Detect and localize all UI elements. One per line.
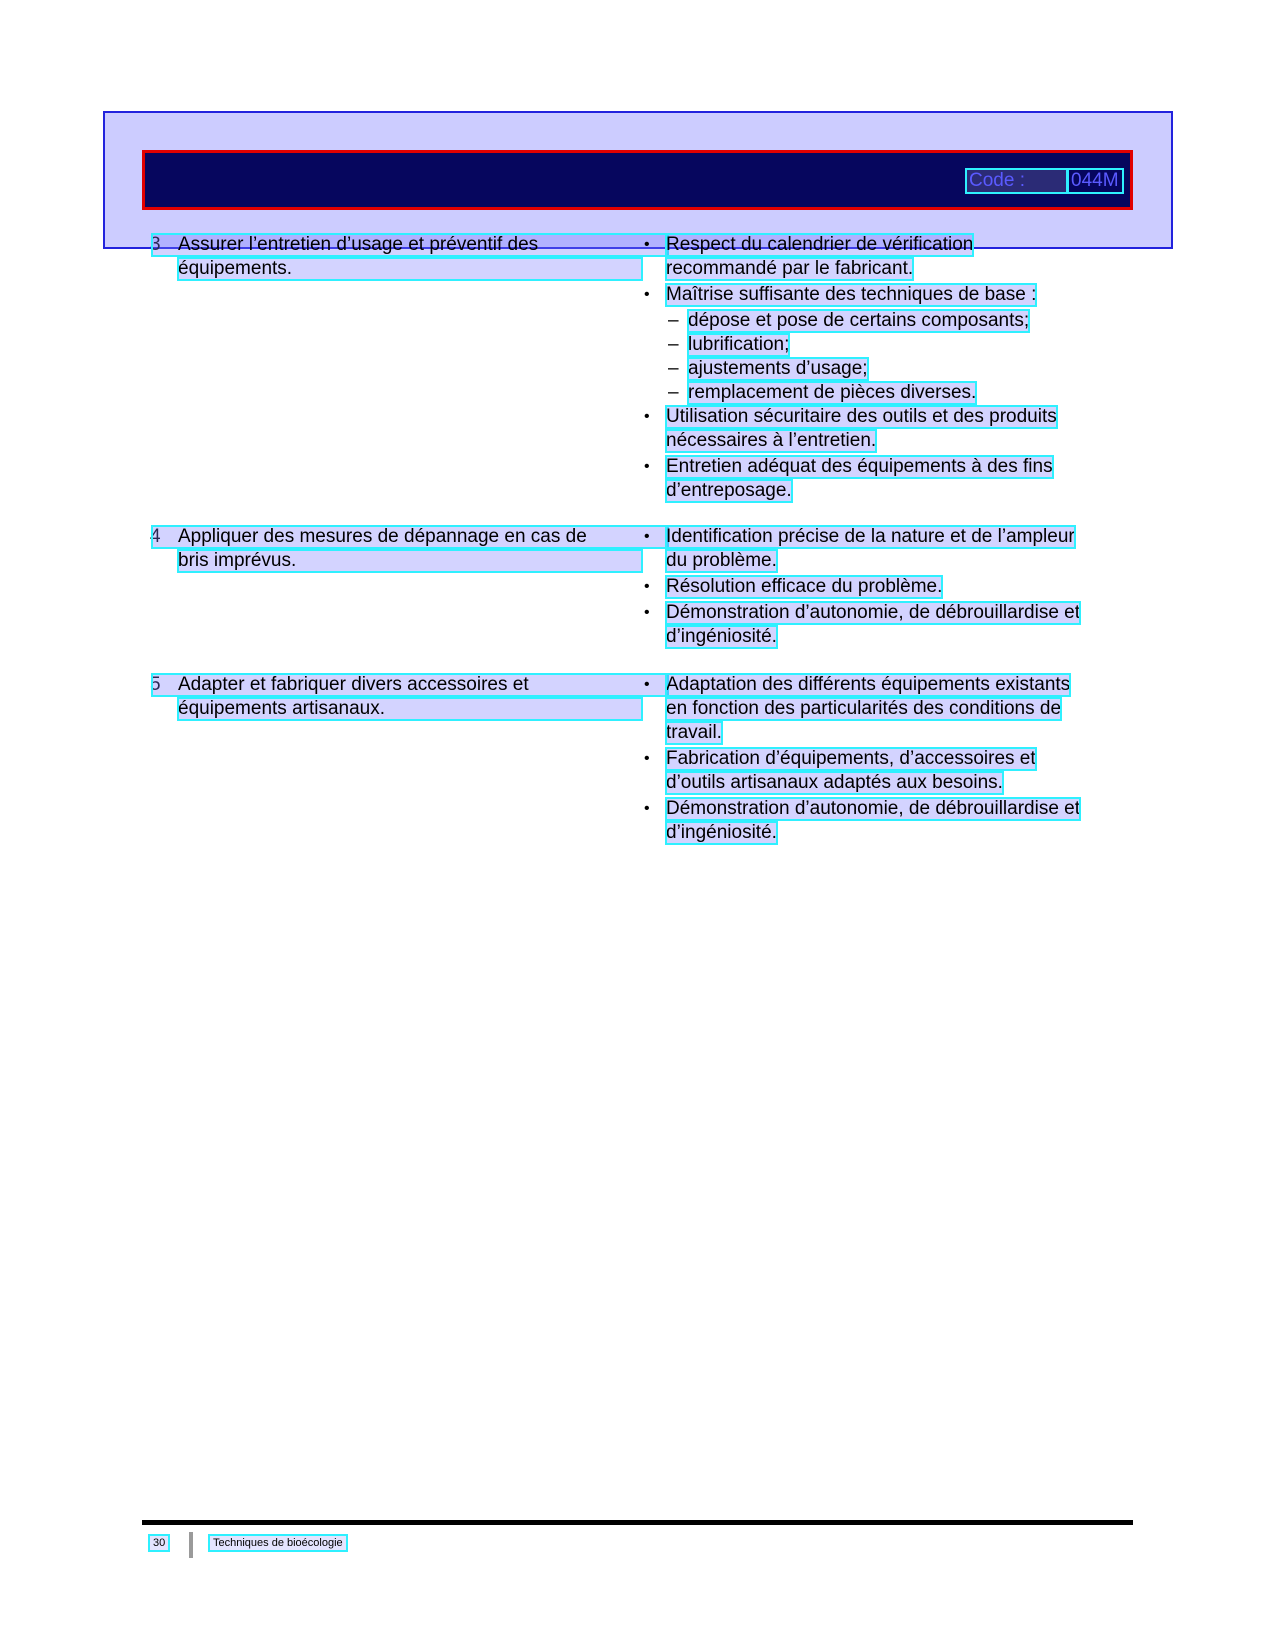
criterion-line: d’entreposage. [666,480,792,501]
dash-icon: – [668,382,679,403]
criterion-line: en fonction des particularités des conditions de [666,698,1062,719]
element-number: 3 [150,234,161,255]
footer-title: Techniques de bioécologie [210,1536,346,1550]
criterion-line: Identification précise de la nature et de l’ampleur [666,526,1075,547]
bullet-icon: • [644,750,650,767]
code-value: 044M [1068,170,1122,192]
sub-criterion-line: remplacement de pièces diverses. [688,382,977,403]
element-number: 5 [150,674,161,695]
bullet-icon: • [644,236,650,253]
element-text-line: équipements. [178,258,642,280]
element-text-line: Assurer l’entretien d’usage et préventif des [152,234,668,256]
element-text-line: Adapter et fabriquer divers accessoires et [152,674,668,696]
sub-criterion-line: lubrification; [688,334,790,355]
criterion-line: Démonstration d’autonomie, de débrouillardise et [666,602,1081,623]
bullet-icon: • [644,408,650,425]
code-label: Code : [967,170,1067,192]
criterion-line: travail. [666,722,722,743]
sub-criterion-line: dépose et pose de certains composants; [688,310,1030,331]
criterion-line: d’ingéniosité. [666,822,777,843]
criterion-line: d’outils artisanaux adaptés aux besoins. [666,772,1003,793]
element-text-line: équipements artisanaux. [178,698,642,720]
bullet-icon: • [644,286,650,303]
criterion-line: Respect du calendrier de vérification [666,234,974,255]
page-number: 30 [150,1536,168,1550]
criterion-line: Fabrication d’équipements, d’accessoires et [666,748,1036,769]
sub-criterion-line: ajustements d’usage; [688,358,868,379]
bullet-icon: • [644,604,650,621]
criterion-line: d’ingéniosité. [666,626,777,647]
criterion-line: Utilisation sécuritaire des outils et des produits [666,406,1057,427]
criterion-line: Démonstration d’autonomie, de débrouillardise et [666,798,1081,819]
element-text-line: Appliquer des mesures de dépannage en cas de [152,526,668,548]
criterion-line: Entretien adéquat des équipements à des fins [666,456,1053,477]
dash-icon: – [668,310,679,331]
criterion-line: Adaptation des différents équipements existants [666,674,1071,695]
criterion-line: Résolution efficace du problème. [666,576,943,597]
bullet-icon: • [644,578,650,595]
criterion-line: Maîtrise suffisante des techniques de base : [666,284,1037,305]
dash-icon: – [668,358,679,379]
element-number: 4 [150,526,161,547]
footer-rule [142,1520,1133,1525]
bullet-icon: • [644,676,650,693]
element-text-line: bris imprévus. [178,550,642,572]
bullet-icon: • [644,800,650,817]
bullet-icon: • [644,458,650,475]
bullet-icon: • [644,528,650,545]
footer-divider [189,1532,193,1558]
criterion-line: recommandé par le fabricant. [666,258,914,279]
dash-icon: – [668,334,679,355]
criterion-line: du problème. [666,550,777,571]
criterion-line: nécessaires à l’entretien. [666,430,877,451]
